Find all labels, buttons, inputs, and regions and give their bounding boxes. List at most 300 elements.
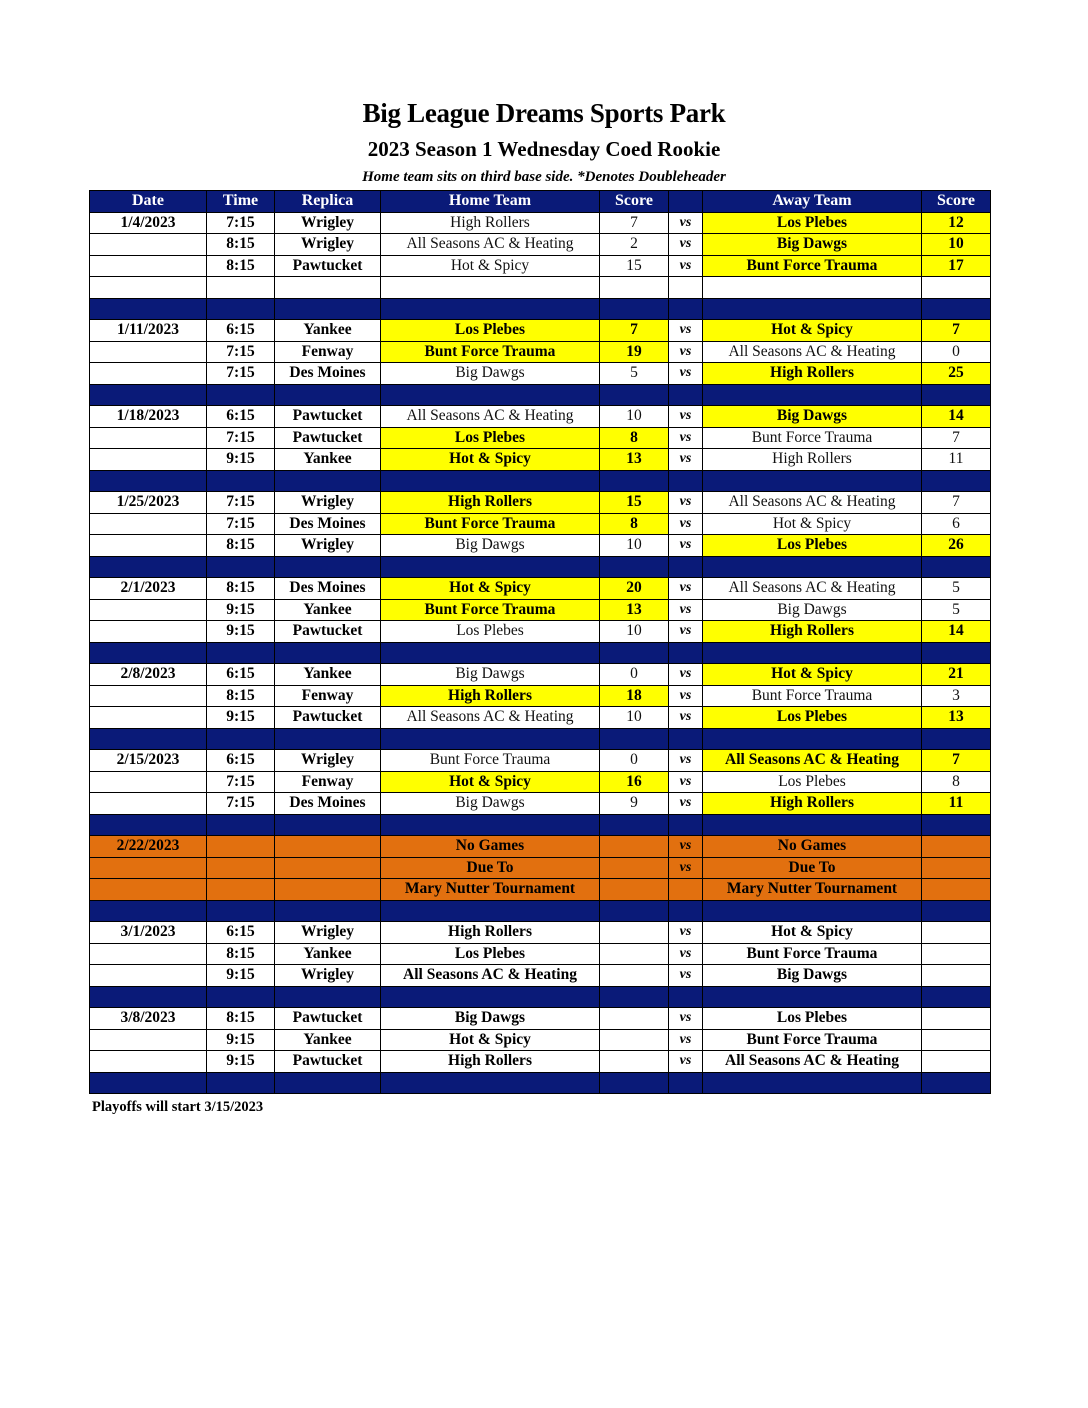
- away-score-cell: 7: [922, 750, 991, 772]
- empty-cell: [381, 384, 600, 406]
- empty-cell: [90, 384, 207, 406]
- time-cell: [207, 879, 275, 901]
- away-team-cell: Los Plebes: [703, 535, 922, 557]
- time-cell: 7:15: [207, 363, 275, 385]
- away-score-cell: 11: [922, 449, 991, 471]
- table-header-row: [90, 191, 991, 213]
- home-team-cell: All Seasons AC & Heating: [381, 406, 600, 428]
- empty-cell: [207, 470, 275, 492]
- vs-cell: vs: [669, 255, 703, 277]
- header-home-team: Home Team: [381, 191, 600, 213]
- home-score-cell: [600, 836, 669, 858]
- empty-cell: [703, 642, 922, 664]
- header-date: Date: [90, 191, 207, 213]
- empty-cell: [381, 986, 600, 1008]
- game-row: [90, 750, 991, 772]
- date-cell: [90, 341, 207, 363]
- replica-cell: Fenway: [275, 341, 381, 363]
- empty-cell: [669, 986, 703, 1008]
- date-cell: [90, 771, 207, 793]
- empty-cell: [275, 728, 381, 750]
- date-cell: 3/1/2023: [90, 922, 207, 944]
- away-team-cell: Los Plebes: [703, 707, 922, 729]
- replica-cell: Yankee: [275, 1029, 381, 1051]
- date-cell: [90, 599, 207, 621]
- replica-cell: Fenway: [275, 771, 381, 793]
- away-score-cell: 8: [922, 771, 991, 793]
- away-team-cell: All Seasons AC & Heating: [703, 1051, 922, 1073]
- date-cell: 1/25/2023: [90, 492, 207, 514]
- header-replica: Replica: [275, 191, 381, 213]
- empty-cell: [381, 556, 600, 578]
- header-time: Time: [207, 191, 275, 213]
- empty-cell: [600, 814, 669, 836]
- empty-cell: [922, 556, 991, 578]
- empty-cell: [703, 277, 922, 299]
- home-score-cell: 7: [600, 212, 669, 234]
- home-team-cell: Big Dawgs: [381, 1008, 600, 1030]
- empty-cell: [207, 1072, 275, 1094]
- date-cell: [90, 255, 207, 277]
- separator-row: [90, 900, 991, 922]
- empty-cell: [90, 556, 207, 578]
- away-team-cell: All Seasons AC & Heating: [703, 578, 922, 600]
- game-row: [90, 212, 991, 234]
- empty-cell: [922, 642, 991, 664]
- away-score-cell: 7: [922, 492, 991, 514]
- away-team-cell: Mary Nutter Tournament: [703, 879, 922, 901]
- away-score-cell: [922, 965, 991, 987]
- home-team-cell: Big Dawgs: [381, 793, 600, 815]
- empty-cell: [90, 728, 207, 750]
- home-team-cell: Bunt Force Trauma: [381, 599, 600, 621]
- home-score-cell: 10: [600, 406, 669, 428]
- game-row: [90, 406, 991, 428]
- empty-cell: [600, 900, 669, 922]
- vs-cell: vs: [669, 836, 703, 858]
- vs-cell: [669, 879, 703, 901]
- empty-cell: [207, 556, 275, 578]
- home-score-cell: 0: [600, 750, 669, 772]
- date-cell: 2/1/2023: [90, 578, 207, 600]
- time-cell: 9:15: [207, 1029, 275, 1051]
- no-games-row: [90, 836, 991, 858]
- game-row: [90, 449, 991, 471]
- replica-cell: [275, 857, 381, 879]
- home-team-cell: All Seasons AC & Heating: [381, 965, 600, 987]
- empty-cell: [669, 900, 703, 922]
- date-cell: 1/4/2023: [90, 212, 207, 234]
- replica-cell: Yankee: [275, 599, 381, 621]
- away-team-cell: Big Dawgs: [703, 965, 922, 987]
- date-cell: [90, 1029, 207, 1051]
- empty-cell: [703, 384, 922, 406]
- vs-cell: vs: [669, 234, 703, 256]
- away-team-cell: Hot & Spicy: [703, 664, 922, 686]
- away-team-cell: Los Plebes: [703, 212, 922, 234]
- empty-cell: [600, 642, 669, 664]
- home-score-cell: [600, 857, 669, 879]
- away-score-cell: [922, 1008, 991, 1030]
- away-team-cell: Hot & Spicy: [703, 320, 922, 342]
- vs-cell: vs: [669, 535, 703, 557]
- game-row: [90, 621, 991, 643]
- empty-cell: [669, 277, 703, 299]
- empty-cell: [703, 728, 922, 750]
- empty-cell: [669, 728, 703, 750]
- home-team-cell: All Seasons AC & Heating: [381, 234, 600, 256]
- empty-cell: [922, 1072, 991, 1094]
- separator-row: [90, 814, 991, 836]
- empty-cell: [207, 728, 275, 750]
- game-row: [90, 707, 991, 729]
- empty-cell: [207, 642, 275, 664]
- replica-cell: Wrigley: [275, 234, 381, 256]
- game-row: [90, 965, 991, 987]
- empty-cell: [669, 1072, 703, 1094]
- date-cell: [90, 965, 207, 987]
- empty-cell: [669, 384, 703, 406]
- vs-cell: vs: [669, 341, 703, 363]
- empty-cell: [669, 470, 703, 492]
- home-score-cell: 8: [600, 427, 669, 449]
- empty-cell: [922, 900, 991, 922]
- empty-cell: [90, 277, 207, 299]
- away-score-cell: 7: [922, 427, 991, 449]
- empty-cell: [703, 900, 922, 922]
- away-team-cell: Big Dawgs: [703, 599, 922, 621]
- home-score-cell: 18: [600, 685, 669, 707]
- date-cell: [90, 1051, 207, 1073]
- home-score-cell: 5: [600, 363, 669, 385]
- away-score-cell: [922, 857, 991, 879]
- empty-cell: [922, 384, 991, 406]
- home-score-cell: 20: [600, 578, 669, 600]
- away-team-cell: High Rollers: [703, 621, 922, 643]
- empty-cell: [703, 1072, 922, 1094]
- time-cell: 7:15: [207, 212, 275, 234]
- page-subtitle: 2023 Season 1 Wednesday Coed Rookie: [367, 137, 721, 161]
- home-team-cell: Los Plebes: [381, 427, 600, 449]
- replica-cell: Des Moines: [275, 363, 381, 385]
- time-cell: 6:15: [207, 664, 275, 686]
- away-team-cell: Due To: [703, 857, 922, 879]
- away-team-cell: No Games: [703, 836, 922, 858]
- away-team-cell: Hot & Spicy: [703, 922, 922, 944]
- separator-row: [90, 384, 991, 406]
- header-away-team: Away Team: [703, 191, 922, 213]
- home-team-cell: Los Plebes: [381, 320, 600, 342]
- empty-cell: [275, 470, 381, 492]
- home-team-cell: Due To: [381, 857, 600, 879]
- date-cell: 1/11/2023: [90, 320, 207, 342]
- playoffs-note: Playoffs will start 3/15/2023: [92, 1099, 264, 1115]
- home-score-cell: [600, 1051, 669, 1073]
- replica-cell: Pawtucket: [275, 427, 381, 449]
- replica-cell: Yankee: [275, 449, 381, 471]
- home-team-cell: Los Plebes: [381, 621, 600, 643]
- home-score-cell: [600, 943, 669, 965]
- away-score-cell: 14: [922, 621, 991, 643]
- replica-cell: Des Moines: [275, 513, 381, 535]
- away-score-cell: 21: [922, 664, 991, 686]
- empty-cell: [207, 384, 275, 406]
- home-team-cell: High Rollers: [381, 922, 600, 944]
- time-cell: 6:15: [207, 922, 275, 944]
- home-score-cell: 16: [600, 771, 669, 793]
- away-team-cell: High Rollers: [703, 363, 922, 385]
- empty-cell: [922, 986, 991, 1008]
- vs-cell: vs: [669, 320, 703, 342]
- home-score-cell: [600, 1008, 669, 1030]
- time-cell: 9:15: [207, 621, 275, 643]
- game-row: [90, 599, 991, 621]
- vs-cell: vs: [669, 707, 703, 729]
- game-row: [90, 771, 991, 793]
- home-score-cell: 13: [600, 599, 669, 621]
- home-team-cell: Hot & Spicy: [381, 1029, 600, 1051]
- empty-cell: [90, 1072, 207, 1094]
- replica-cell: Wrigley: [275, 492, 381, 514]
- home-team-cell: Bunt Force Trauma: [381, 341, 600, 363]
- date-cell: [90, 879, 207, 901]
- empty-cell: [207, 298, 275, 320]
- empty-cell: [381, 900, 600, 922]
- home-score-cell: 0: [600, 664, 669, 686]
- away-score-cell: 3: [922, 685, 991, 707]
- home-score-cell: 10: [600, 707, 669, 729]
- away-score-cell: 25: [922, 363, 991, 385]
- home-score-cell: [600, 879, 669, 901]
- empty-cell: [381, 642, 600, 664]
- vs-cell: vs: [669, 965, 703, 987]
- game-row: [90, 578, 991, 600]
- home-score-cell: 2: [600, 234, 669, 256]
- header-home-score: Score: [600, 191, 669, 213]
- empty-cell: [922, 470, 991, 492]
- game-row: [90, 1029, 991, 1051]
- vs-cell: vs: [669, 750, 703, 772]
- game-row: [90, 234, 991, 256]
- away-score-cell: 17: [922, 255, 991, 277]
- vs-cell: vs: [669, 599, 703, 621]
- page-title: Big League Dreams Sports Park: [362, 98, 726, 128]
- date-cell: 3/8/2023: [90, 1008, 207, 1030]
- schedule-table: [89, 190, 991, 1094]
- vs-cell: vs: [669, 513, 703, 535]
- home-team-cell: Los Plebes: [381, 943, 600, 965]
- empty-cell: [669, 814, 703, 836]
- vs-cell: vs: [669, 1008, 703, 1030]
- empty-cell: [381, 298, 600, 320]
- home-score-cell: 9: [600, 793, 669, 815]
- home-team-cell: All Seasons AC & Heating: [381, 707, 600, 729]
- away-score-cell: 0: [922, 341, 991, 363]
- home-team-cell: Hot & Spicy: [381, 255, 600, 277]
- vs-cell: vs: [669, 771, 703, 793]
- time-cell: 8:15: [207, 685, 275, 707]
- home-score-cell: 10: [600, 535, 669, 557]
- away-score-cell: 26: [922, 535, 991, 557]
- game-row: [90, 363, 991, 385]
- date-cell: [90, 793, 207, 815]
- empty-cell: [207, 814, 275, 836]
- empty-cell: [669, 642, 703, 664]
- home-score-cell: 19: [600, 341, 669, 363]
- away-score-cell: [922, 836, 991, 858]
- home-team-cell: Hot & Spicy: [381, 771, 600, 793]
- away-score-cell: [922, 943, 991, 965]
- game-row: [90, 427, 991, 449]
- away-team-cell: Bunt Force Trauma: [703, 685, 922, 707]
- vs-cell: vs: [669, 857, 703, 879]
- home-team-cell: Bunt Force Trauma: [381, 750, 600, 772]
- date-cell: [90, 857, 207, 879]
- away-team-cell: Los Plebes: [703, 1008, 922, 1030]
- empty-cell: [703, 556, 922, 578]
- game-row: [90, 341, 991, 363]
- replica-cell: Pawtucket: [275, 255, 381, 277]
- separator-row: [90, 298, 991, 320]
- time-cell: 7:15: [207, 427, 275, 449]
- empty-cell: [703, 986, 922, 1008]
- time-cell: 8:15: [207, 578, 275, 600]
- replica-cell: Yankee: [275, 664, 381, 686]
- time-cell: 7:15: [207, 341, 275, 363]
- away-score-cell: 5: [922, 578, 991, 600]
- game-row: [90, 492, 991, 514]
- time-cell: 9:15: [207, 1051, 275, 1073]
- vs-cell: vs: [669, 492, 703, 514]
- away-score-cell: [922, 879, 991, 901]
- home-score-cell: 15: [600, 492, 669, 514]
- empty-cell: [600, 556, 669, 578]
- replica-cell: [275, 836, 381, 858]
- time-cell: 8:15: [207, 234, 275, 256]
- time-cell: 8:15: [207, 1008, 275, 1030]
- time-cell: 8:15: [207, 943, 275, 965]
- empty-cell: [381, 728, 600, 750]
- empty-cell: [90, 298, 207, 320]
- replica-cell: Pawtucket: [275, 1008, 381, 1030]
- empty-cell: [600, 384, 669, 406]
- date-cell: [90, 535, 207, 557]
- time-cell: 9:15: [207, 707, 275, 729]
- replica-cell: Fenway: [275, 685, 381, 707]
- vs-cell: vs: [669, 621, 703, 643]
- away-team-cell: Bunt Force Trauma: [703, 943, 922, 965]
- empty-cell: [600, 728, 669, 750]
- empty-cell: [381, 277, 600, 299]
- away-team-cell: Bunt Force Trauma: [703, 1029, 922, 1051]
- vs-cell: vs: [669, 449, 703, 471]
- empty-cell: [275, 642, 381, 664]
- game-row: [90, 922, 991, 944]
- home-score-cell: 10: [600, 621, 669, 643]
- empty-cell: [381, 470, 600, 492]
- time-cell: 9:15: [207, 449, 275, 471]
- home-team-cell: High Rollers: [381, 492, 600, 514]
- vs-cell: vs: [669, 685, 703, 707]
- date-cell: 2/8/2023: [90, 664, 207, 686]
- blank-row: [90, 277, 991, 299]
- empty-cell: [669, 556, 703, 578]
- date-cell: [90, 943, 207, 965]
- empty-cell: [275, 277, 381, 299]
- time-cell: 7:15: [207, 771, 275, 793]
- empty-cell: [90, 900, 207, 922]
- away-team-cell: All Seasons AC & Heating: [703, 750, 922, 772]
- replica-cell: Yankee: [275, 320, 381, 342]
- away-score-cell: 11: [922, 793, 991, 815]
- empty-cell: [275, 986, 381, 1008]
- replica-cell: Des Moines: [275, 578, 381, 600]
- time-cell: 6:15: [207, 750, 275, 772]
- home-team-cell: Big Dawgs: [381, 535, 600, 557]
- time-cell: [207, 857, 275, 879]
- empty-cell: [600, 1072, 669, 1094]
- header-away-score: Score: [922, 191, 991, 213]
- empty-cell: [922, 728, 991, 750]
- date-cell: 2/22/2023: [90, 836, 207, 858]
- empty-cell: [275, 1072, 381, 1094]
- date-cell: [90, 427, 207, 449]
- header-vs: [669, 191, 703, 213]
- game-row: [90, 685, 991, 707]
- away-score-cell: 12: [922, 212, 991, 234]
- empty-cell: [275, 556, 381, 578]
- home-team-cell: Bunt Force Trauma: [381, 513, 600, 535]
- vs-cell: vs: [669, 1029, 703, 1051]
- separator-row: [90, 642, 991, 664]
- home-score-cell: [600, 922, 669, 944]
- separator-row: [90, 728, 991, 750]
- replica-cell: Des Moines: [275, 793, 381, 815]
- empty-cell: [381, 1072, 600, 1094]
- home-score-cell: [600, 1029, 669, 1051]
- time-cell: 9:15: [207, 599, 275, 621]
- schedule-note: Home team sits on third base side. *Denotes Doubleheader: [362, 169, 726, 185]
- empty-cell: [600, 986, 669, 1008]
- away-team-cell: High Rollers: [703, 449, 922, 471]
- time-cell: 7:15: [207, 513, 275, 535]
- game-row: [90, 1051, 991, 1073]
- away-team-cell: Los Plebes: [703, 771, 922, 793]
- replica-cell: Wrigley: [275, 922, 381, 944]
- separator-row: [90, 470, 991, 492]
- away-team-cell: Big Dawgs: [703, 406, 922, 428]
- date-cell: [90, 707, 207, 729]
- empty-cell: [90, 986, 207, 1008]
- separator-row: [90, 986, 991, 1008]
- empty-cell: [207, 277, 275, 299]
- no-games-row: [90, 857, 991, 879]
- game-row: [90, 535, 991, 557]
- home-team-cell: High Rollers: [381, 1051, 600, 1073]
- empty-cell: [275, 814, 381, 836]
- empty-cell: [600, 298, 669, 320]
- replica-cell: Pawtucket: [275, 1051, 381, 1073]
- away-score-cell: [922, 1029, 991, 1051]
- vs-cell: vs: [669, 664, 703, 686]
- date-cell: [90, 449, 207, 471]
- vs-cell: vs: [669, 363, 703, 385]
- away-score-cell: 13: [922, 707, 991, 729]
- empty-cell: [600, 470, 669, 492]
- away-score-cell: 7: [922, 320, 991, 342]
- empty-cell: [703, 470, 922, 492]
- vs-cell: vs: [669, 212, 703, 234]
